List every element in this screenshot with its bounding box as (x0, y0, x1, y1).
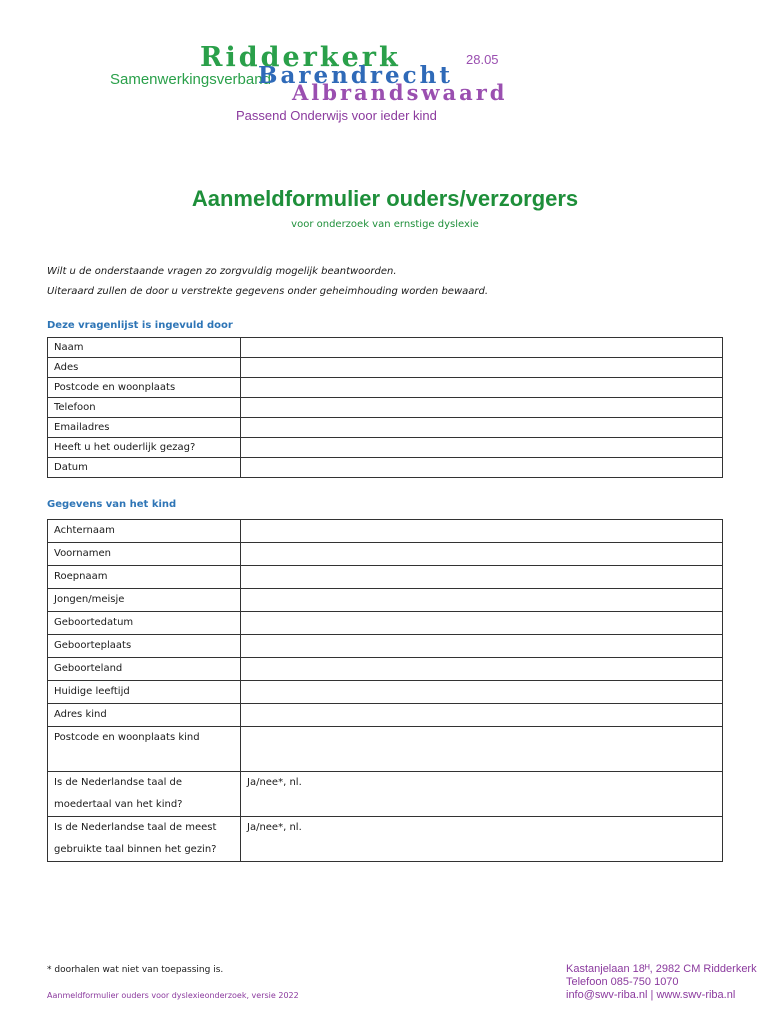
logo-word-barendrecht: Barendrecht (258, 62, 453, 89)
footnote: * doorhalen wat niet van toepassing is. (47, 965, 224, 975)
table-row (48, 543, 723, 566)
field-input-telefoon[interactable] (241, 398, 723, 418)
question-line: Is de Nederlandse taal de meest (54, 822, 217, 833)
question-line: moedertaal van het kind? (54, 799, 183, 810)
table-row (48, 438, 723, 458)
section-child-heading: Gegevens van het kind (47, 499, 177, 510)
table-row (48, 520, 723, 543)
field-label: Roepnaam (48, 566, 241, 589)
document-title: Aanmeldformulier ouders/verzorgers (191, 186, 579, 211)
logo-word-albrandswaard: Albrandswaard (292, 80, 508, 105)
table-row (48, 727, 723, 772)
field-input-achternaam[interactable] (241, 520, 723, 543)
table-row (48, 704, 723, 727)
field-label: Huidige leeftijd (48, 681, 241, 704)
field-label: Achternaam (48, 520, 241, 543)
field-input-naam[interactable] (241, 338, 723, 358)
table-row (48, 358, 723, 378)
version-footer: Aanmeldformulier ouders voor dyslexieonderzoek, versie 2022 (47, 991, 299, 1000)
table-row (48, 658, 723, 681)
field-label: Heeft u het ouderlijk gezag? (48, 438, 241, 458)
intro-line-1: Wilt u de onderstaande vragen zo zorgvuldig mogelijk beantwoorden. (47, 266, 397, 277)
field-input-adres-kind[interactable] (241, 704, 723, 727)
field-input-postcode[interactable] (241, 378, 723, 398)
table-row (48, 681, 723, 704)
section-filled-by-heading: Deze vragenlijst is ingevuld door (47, 320, 233, 331)
logo-tagline: Passend Onderwijs voor ieder kind (236, 108, 437, 123)
intro-text (47, 262, 488, 302)
field-input-leeftijd[interactable] (241, 681, 723, 704)
field-label: Voornamen (48, 543, 241, 566)
contact-address: Kastanjelaan 18ᴴ, 2982 CM Ridderkerk (566, 963, 757, 975)
field-label: Postcode en woonplaats (48, 378, 241, 398)
table-row (48, 378, 723, 398)
intro-line-2: Uiteraard zullen de door u verstrekte gegevens onder geheimhouding worden bewaard. (47, 286, 489, 297)
swv-logo (0, 0, 770, 130)
logo-word-ridderkerk: Ridderkerk (200, 42, 401, 73)
child-details-table (47, 519, 723, 862)
question-line: gebruikte taal binnen het gezin? (54, 844, 217, 855)
contact-web: info@swv-riba.nl | www.swv-riba.nl (566, 989, 736, 1001)
table-row (48, 398, 723, 418)
field-input-geboorteplaats[interactable] (241, 635, 723, 658)
logo-code: 28.05 (466, 52, 499, 67)
field-input-voornamen[interactable] (241, 543, 723, 566)
field-label: Ades (48, 358, 241, 378)
field-label: Adres kind (48, 704, 241, 727)
field-input-roepnaam[interactable] (241, 566, 723, 589)
field-label: Postcode en woonplaats kind (48, 727, 241, 772)
field-label: Datum (48, 458, 241, 478)
field-input-adres[interactable] (241, 358, 723, 378)
field-label: Emailadres (48, 418, 241, 438)
question-line: Is de Nederlandse taal de (54, 777, 183, 788)
table-row (48, 418, 723, 438)
field-input-moedertaal[interactable]: Ja/nee*, nl. (241, 772, 723, 817)
question-label (48, 772, 241, 817)
table-row (48, 458, 723, 478)
field-label: Geboortedatum (48, 612, 241, 635)
field-input-geboortedatum[interactable] (241, 612, 723, 635)
field-label: Naam (48, 338, 241, 358)
field-label: Geboorteplaats (48, 635, 241, 658)
field-label: Jongen/meisje (48, 589, 241, 612)
field-input-gezinstaal[interactable]: Ja/nee*, nl. (241, 817, 723, 862)
field-label: Geboorteland (48, 658, 241, 681)
document-subtitle: voor onderzoek van ernstige dyslexie (291, 219, 479, 230)
table-row (48, 817, 723, 862)
field-input-gezag[interactable] (241, 438, 723, 458)
field-input-email[interactable] (241, 418, 723, 438)
table-row (48, 566, 723, 589)
table-row (48, 635, 723, 658)
field-input-postcode-kind[interactable] (241, 727, 723, 772)
contact-phone: Telefoon 085-750 1070 (566, 976, 679, 988)
field-label: Telefoon (48, 398, 241, 418)
table-row (48, 772, 723, 817)
filled-by-table (47, 337, 723, 478)
question-label (48, 817, 241, 862)
logo-org-prefix: Samenwerkingsverband (110, 71, 271, 88)
field-input-geslacht[interactable] (241, 589, 723, 612)
contact-block (566, 963, 757, 1002)
field-input-geboorteland[interactable] (241, 658, 723, 681)
table-row (48, 338, 723, 358)
table-row (48, 589, 723, 612)
field-input-datum[interactable] (241, 458, 723, 478)
table-row (48, 612, 723, 635)
